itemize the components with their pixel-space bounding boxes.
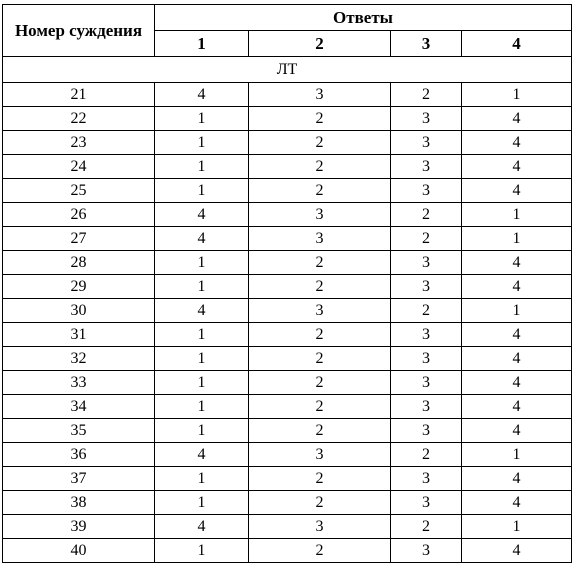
judgment-number-cell: 38 — [3, 491, 155, 515]
answer-cell-2: 3 — [249, 299, 391, 323]
answer-cell-3: 3 — [391, 251, 462, 275]
answer-cell-4: 4 — [462, 371, 572, 395]
table-row — [3, 467, 572, 491]
answer-cell-1: 1 — [155, 539, 249, 563]
answer-cell-3: 3 — [391, 395, 462, 419]
answer-cell-2: 3 — [249, 515, 391, 539]
answer-cell-3: 3 — [391, 467, 462, 491]
answer-cell-2: 2 — [249, 467, 391, 491]
judgment-number-cell: 40 — [3, 539, 155, 563]
answer-cell-2: 3 — [249, 227, 391, 251]
answer-cell-1: 4 — [155, 203, 249, 227]
answer-cell-1: 1 — [155, 419, 249, 443]
answer-cell-3: 2 — [391, 203, 462, 227]
table-row — [3, 227, 572, 251]
table-row — [3, 323, 572, 347]
answer-cell-1: 1 — [155, 395, 249, 419]
table-row — [3, 299, 572, 323]
answer-cell-2: 2 — [249, 491, 391, 515]
answers-table — [2, 4, 572, 563]
answer-cell-4: 4 — [462, 275, 572, 299]
judgment-number-cell: 24 — [3, 155, 155, 179]
table-row — [3, 419, 572, 443]
judgment-number-cell: 21 — [3, 83, 155, 107]
answer-cell-1: 1 — [155, 155, 249, 179]
answer-cell-2: 2 — [249, 251, 391, 275]
judgment-number-cell: 32 — [3, 347, 155, 371]
judgment-number-cell: 27 — [3, 227, 155, 251]
judgment-number-cell: 29 — [3, 275, 155, 299]
answer-cell-2: 2 — [249, 107, 391, 131]
answer-cell-3: 3 — [391, 347, 462, 371]
judgment-number-cell: 26 — [3, 203, 155, 227]
table-row — [3, 251, 572, 275]
answer-cell-3: 3 — [391, 155, 462, 179]
answer-cell-4: 1 — [462, 227, 572, 251]
table-row — [3, 515, 572, 539]
answer-cell-3: 3 — [391, 539, 462, 563]
judgment-number-cell: 25 — [3, 179, 155, 203]
judgment-number-cell: 23 — [3, 131, 155, 155]
answer-cell-3: 3 — [391, 419, 462, 443]
answer-cell-3: 2 — [391, 227, 462, 251]
answer-cell-4: 4 — [462, 467, 572, 491]
answer-cell-4: 4 — [462, 539, 572, 563]
answer-cell-1: 1 — [155, 323, 249, 347]
answer-cell-4: 4 — [462, 179, 572, 203]
header-row-top — [3, 5, 572, 31]
answers-header: Ответы — [155, 5, 572, 31]
answer-cell-1: 4 — [155, 515, 249, 539]
answer-cell-2: 2 — [249, 371, 391, 395]
answer-column-3: 3 — [391, 31, 462, 57]
answer-cell-2: 2 — [249, 539, 391, 563]
answer-cell-4: 4 — [462, 347, 572, 371]
answer-cell-2: 2 — [249, 275, 391, 299]
answer-column-1: 1 — [155, 31, 249, 57]
answer-cell-4: 4 — [462, 155, 572, 179]
judgment-number-header: Номер суждения — [3, 5, 155, 57]
judgment-number-cell: 35 — [3, 419, 155, 443]
answer-cell-1: 1 — [155, 251, 249, 275]
answer-cell-1: 1 — [155, 467, 249, 491]
judgment-number-cell: 28 — [3, 251, 155, 275]
answer-cell-2: 2 — [249, 395, 391, 419]
judgment-number-cell: 39 — [3, 515, 155, 539]
table-row — [3, 155, 572, 179]
answer-cell-3: 3 — [391, 107, 462, 131]
answer-cell-1: 4 — [155, 299, 249, 323]
table-body — [3, 57, 572, 563]
answer-cell-2: 3 — [249, 83, 391, 107]
judgment-number-cell: 34 — [3, 395, 155, 419]
answer-cell-1: 4 — [155, 83, 249, 107]
answer-cell-1: 1 — [155, 107, 249, 131]
judgment-number-cell: 33 — [3, 371, 155, 395]
answer-cell-1: 4 — [155, 227, 249, 251]
answer-cell-1: 1 — [155, 179, 249, 203]
table-row — [3, 443, 572, 467]
section-label: ЛТ — [3, 57, 572, 83]
answer-cell-2: 2 — [249, 323, 391, 347]
answer-cell-1: 4 — [155, 443, 249, 467]
answer-cell-3: 2 — [391, 83, 462, 107]
answer-cell-2: 2 — [249, 131, 391, 155]
answer-cell-3: 3 — [391, 371, 462, 395]
section-row — [3, 57, 572, 83]
judgment-number-cell: 37 — [3, 467, 155, 491]
judgment-number-cell: 22 — [3, 107, 155, 131]
table-row — [3, 539, 572, 563]
answer-cell-2: 2 — [249, 419, 391, 443]
table-row — [3, 491, 572, 515]
table-row — [3, 347, 572, 371]
answer-cell-2: 3 — [249, 443, 391, 467]
answer-cell-3: 3 — [391, 275, 462, 299]
answer-cell-4: 4 — [462, 419, 572, 443]
answer-cell-4: 1 — [462, 515, 572, 539]
answer-cell-1: 1 — [155, 347, 249, 371]
answer-cell-4: 1 — [462, 83, 572, 107]
table-row — [3, 107, 572, 131]
answer-column-4: 4 — [462, 31, 572, 57]
judgment-number-cell: 30 — [3, 299, 155, 323]
answer-cell-2: 3 — [249, 203, 391, 227]
table-row — [3, 131, 572, 155]
answer-cell-1: 1 — [155, 371, 249, 395]
answer-cell-4: 4 — [462, 251, 572, 275]
answer-cell-2: 2 — [249, 347, 391, 371]
answer-cell-4: 4 — [462, 107, 572, 131]
answer-cell-1: 1 — [155, 275, 249, 299]
answer-cell-4: 1 — [462, 299, 572, 323]
table-header — [3, 5, 572, 57]
judgment-number-cell: 36 — [3, 443, 155, 467]
answer-cell-4: 4 — [462, 131, 572, 155]
answer-cell-3: 2 — [391, 515, 462, 539]
table-row — [3, 275, 572, 299]
answer-cell-1: 1 — [155, 491, 249, 515]
answer-cell-4: 4 — [462, 395, 572, 419]
answer-cell-4: 4 — [462, 323, 572, 347]
answer-cell-4: 1 — [462, 443, 572, 467]
answer-cell-1: 1 — [155, 131, 249, 155]
table-row — [3, 395, 572, 419]
answer-column-2: 2 — [249, 31, 391, 57]
answer-cell-3: 2 — [391, 443, 462, 467]
answer-cell-3: 3 — [391, 323, 462, 347]
answer-cell-4: 4 — [462, 491, 572, 515]
answer-cell-3: 3 — [391, 131, 462, 155]
answer-cell-2: 2 — [249, 179, 391, 203]
answer-cell-3: 2 — [391, 299, 462, 323]
table-row — [3, 179, 572, 203]
answer-cell-3: 3 — [391, 491, 462, 515]
answer-cell-4: 1 — [462, 203, 572, 227]
table-row — [3, 203, 572, 227]
answer-cell-3: 3 — [391, 179, 462, 203]
table-row — [3, 83, 572, 107]
judgment-number-cell: 31 — [3, 323, 155, 347]
answer-cell-2: 2 — [249, 155, 391, 179]
table-row — [3, 371, 572, 395]
